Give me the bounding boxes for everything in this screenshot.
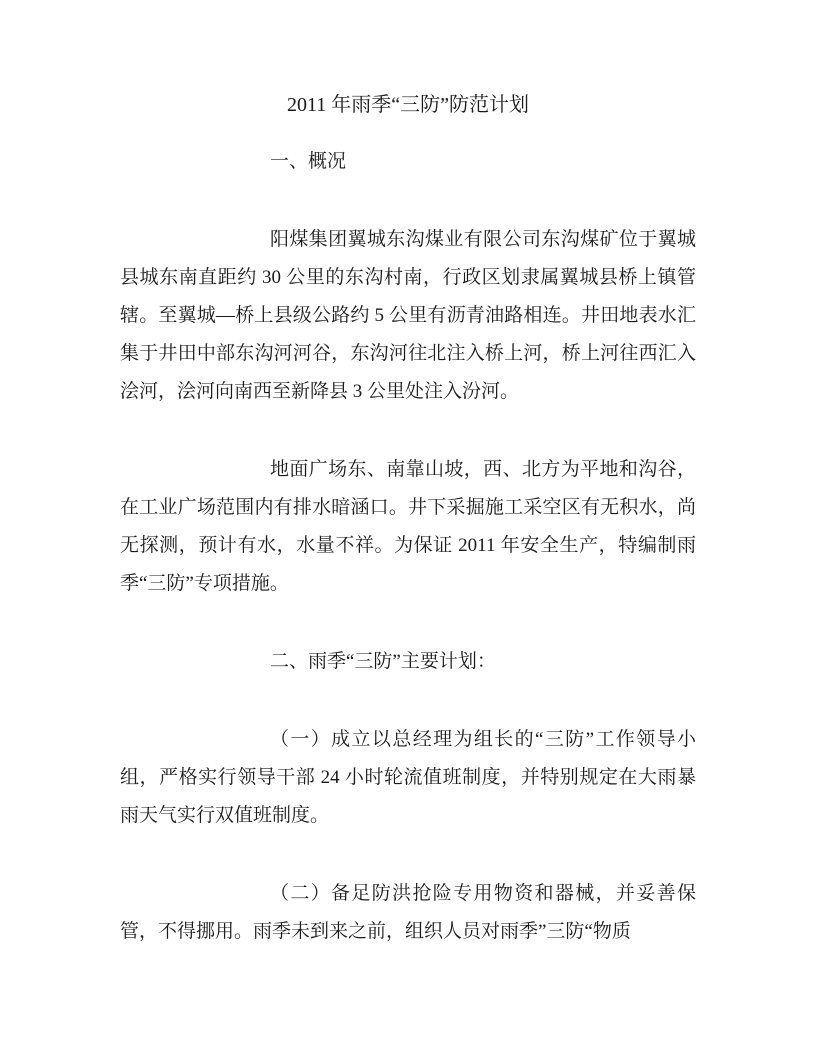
section-heading-main-plan: 二、雨季“三防”主要计划： [270,651,496,672]
document-title: 2011 年雨季“三防”防范计划 [286,94,529,116]
paragraph-plan-item-1-duty-system: （一）成立以总经理为组长的“三防”工作领导小组，严格实行领导干部 24 小时轮流值班制度，并特别规定在大雨暴雨天气实行双值班制度。 [120,729,696,826]
paragraph-mine-location: 阳煤集团翼城东沟煤业有限公司东沟煤矿位于翼城县城东南直距约 30 公里的东沟村南，行政区划隶属翼城县桥上镇管辖。至翼城—桥上县级公路约 5 公里有沥青油路相连。井田地表水汇集于井田中部东沟河河谷，东沟河往北注入桥上河，桥上河往西汇入浍河，浍河向南西至新降县 3 公里处注入汾河。 [120,229,696,402]
paragraph-plan-item-2-flood-supplies: （二）备足防洪抢险专用物资和器械，并妥善保管，不得挪用。雨季未到来之前，组织人员对雨季”三防“物质 [120,883,696,942]
paragraph-surface-water-conditions: 地面广场东、南靠山坡，西、北方为平地和沟谷，在工业广场范围内有排水暗涵口。井下采掘施工采空区有无积水，尚无探测，预计有水，水量不祥。为保证 2011 年安全生产，特编制雨季“三防”专项措施。 [120,459,696,594]
section-heading-overview: 一、概况 [270,151,347,172]
